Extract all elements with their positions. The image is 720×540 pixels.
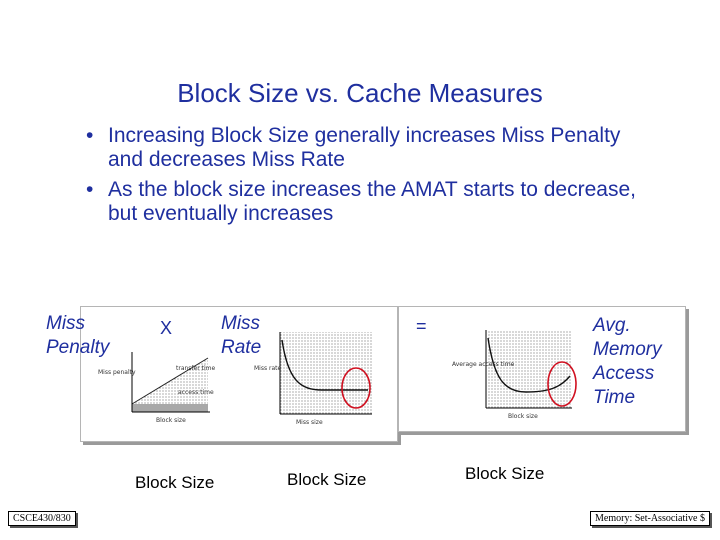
x-axis-label: Block size [156,417,186,424]
slide-title: Block Size vs. Cache Measures [177,78,543,108]
plot-area [486,330,572,408]
plot-area [280,332,372,414]
times-symbol: X [160,318,173,338]
access-time-label: access time [178,389,214,396]
equals-symbol: = [416,316,427,336]
amat-graph [452,322,582,426]
block-size-label: Block Size [465,464,545,483]
bullet-list [86,124,646,232]
x-axis-label: Miss size [296,419,323,426]
bullet-item: • Increasing Block Size generally increases Miss Penalty and decreases Miss Rate [86,124,646,172]
block-size-label: Block Size [135,473,215,492]
y-axis-label: Miss penalty [98,369,136,376]
x-axis-label: Block size [508,413,538,420]
access-time-region [132,404,208,412]
bullet-item: • As the block size increases the AMAT starts to decrease, but eventually increases [86,178,646,226]
amat-label: Avg. Memory Access Time [593,315,662,408]
course-footer: CSCE430/830 [8,511,76,526]
y-axis-label: Miss rate [254,365,282,372]
miss-penalty-label: Miss Penalty [46,313,110,358]
block-size-label: Block Size [287,470,367,489]
y-axis-label: Average access time [452,361,515,368]
transfer-time-label: transfer time [176,365,216,372]
miss-rate-label: Miss Rate [221,313,262,358]
topic-footer: Memory: Set-Associative $ [590,511,710,526]
